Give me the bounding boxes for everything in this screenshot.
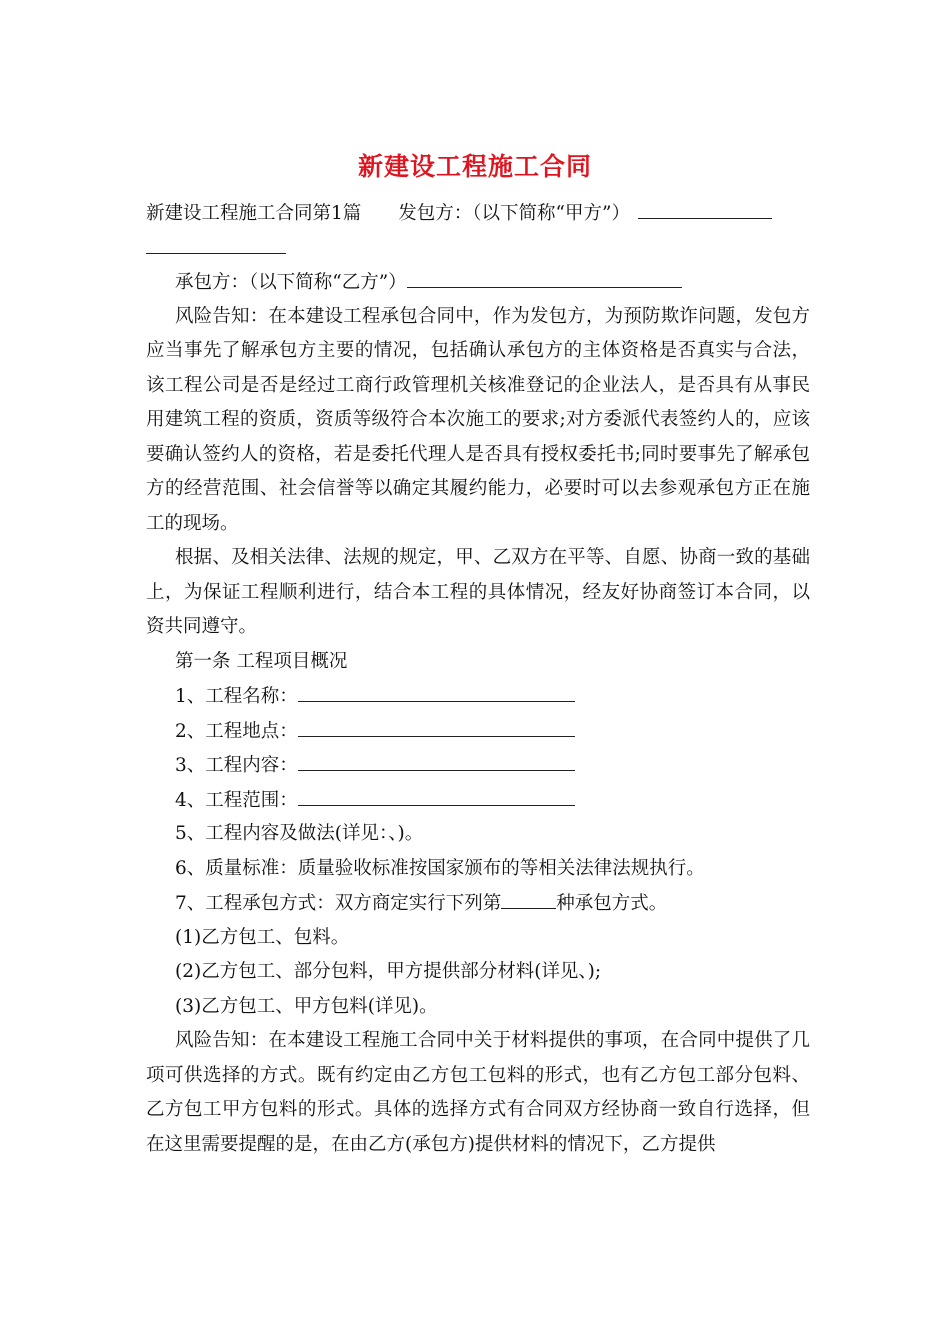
intro-text: 新建设工程施工合同第1篇 发包方：（以下简称“甲方”） [146,203,630,224]
option-1: (1)乙方包工、包料。 [175,926,350,948]
item-7 [146,886,810,921]
article-1-heading: 第一条 工程项目概况 [175,650,348,672]
employer-blank [638,196,772,219]
item-4-blank [298,783,575,806]
item-3-label: 3、工程内容： [175,755,298,776]
contractor-line [146,265,810,300]
item-7-blank [501,886,556,909]
item-3-blank [298,748,575,771]
intro-line-continued [146,231,810,266]
risk-notice-2: 风险告知：在本建设工程施工合同中关于材料提供的事项，在合同中提供了几项可供选择的方式。既有约定由乙方包工包料的形式，也有乙方包工部分包料、乙方包工甲方包料的形式。具体的选择方式有合同双方经协商一致自行选择，但在这里需要提醒的是，在由乙方(承包方)提供材料的情况下，乙方提供 [146,1030,810,1155]
option-2: (2)乙方包工、部分包料，甲方提供部分材料(详见、); [175,961,602,982]
item-project-content [146,748,810,783]
intro-line [146,196,810,231]
item-7-suffix: 种承包方式。 [556,893,668,914]
contractor-text: 承包方：（以下简称“乙方”） [175,272,407,293]
item-7-prefix: 7、工程承包方式：双方商定实行下列第 [175,893,502,914]
basis-paragraph: 根据、及相关法律、法规的规定，甲、乙双方在平等、自愿、协商一致的基础上，为保证工程顺利进行，结合本工程的具体情况，经友好协商签订本合同，以资共同遵守。 [146,547,810,637]
document-title: 新建设工程施工合同 [357,152,592,181]
item-6: 6、质量标准：质量验收标准按国家颁布的等相关法律法规执行。 [175,857,705,879]
option-3: (3)乙方包工、甲方包料(详见)。 [175,995,438,1017]
item-2-label: 2、工程地点： [175,720,298,742]
item-project-name [146,679,810,714]
item-2-blank [298,714,575,737]
risk-notice-1: 风险告知：在本建设工程承包合同中，作为发包方，为预防欺诈问题，发包方应当事先了解承包方主要的情况，包括确认承包方的主体资格是否真实与合法，该工程公司是否是经过工商行政管理机关核准登记的企业法人，是否具有从事民用建筑工程的资质，资质等级符合本次施工的要求;对方委派代表签约人的，应该要确认签约人的资格，若是委托代理人是否具有授权委托书;同时要事先了解承包方的经营范围、社会信誉等以确定其履约能力，必要时可以去参观承包方正在施工的现场。 [146,305,810,534]
contractor-blank [407,265,682,288]
item-project-location [146,714,810,749]
item-1-blank [298,679,575,702]
item-4-label: 4、工程范围： [175,789,298,811]
employer-blank-continued [146,231,286,254]
item-5: 5、工程内容及做法(详见：、)。 [175,823,424,844]
item-1-label: 1、工程名称： [175,686,298,707]
document-body [146,196,810,1162]
item-project-scope [146,783,810,818]
